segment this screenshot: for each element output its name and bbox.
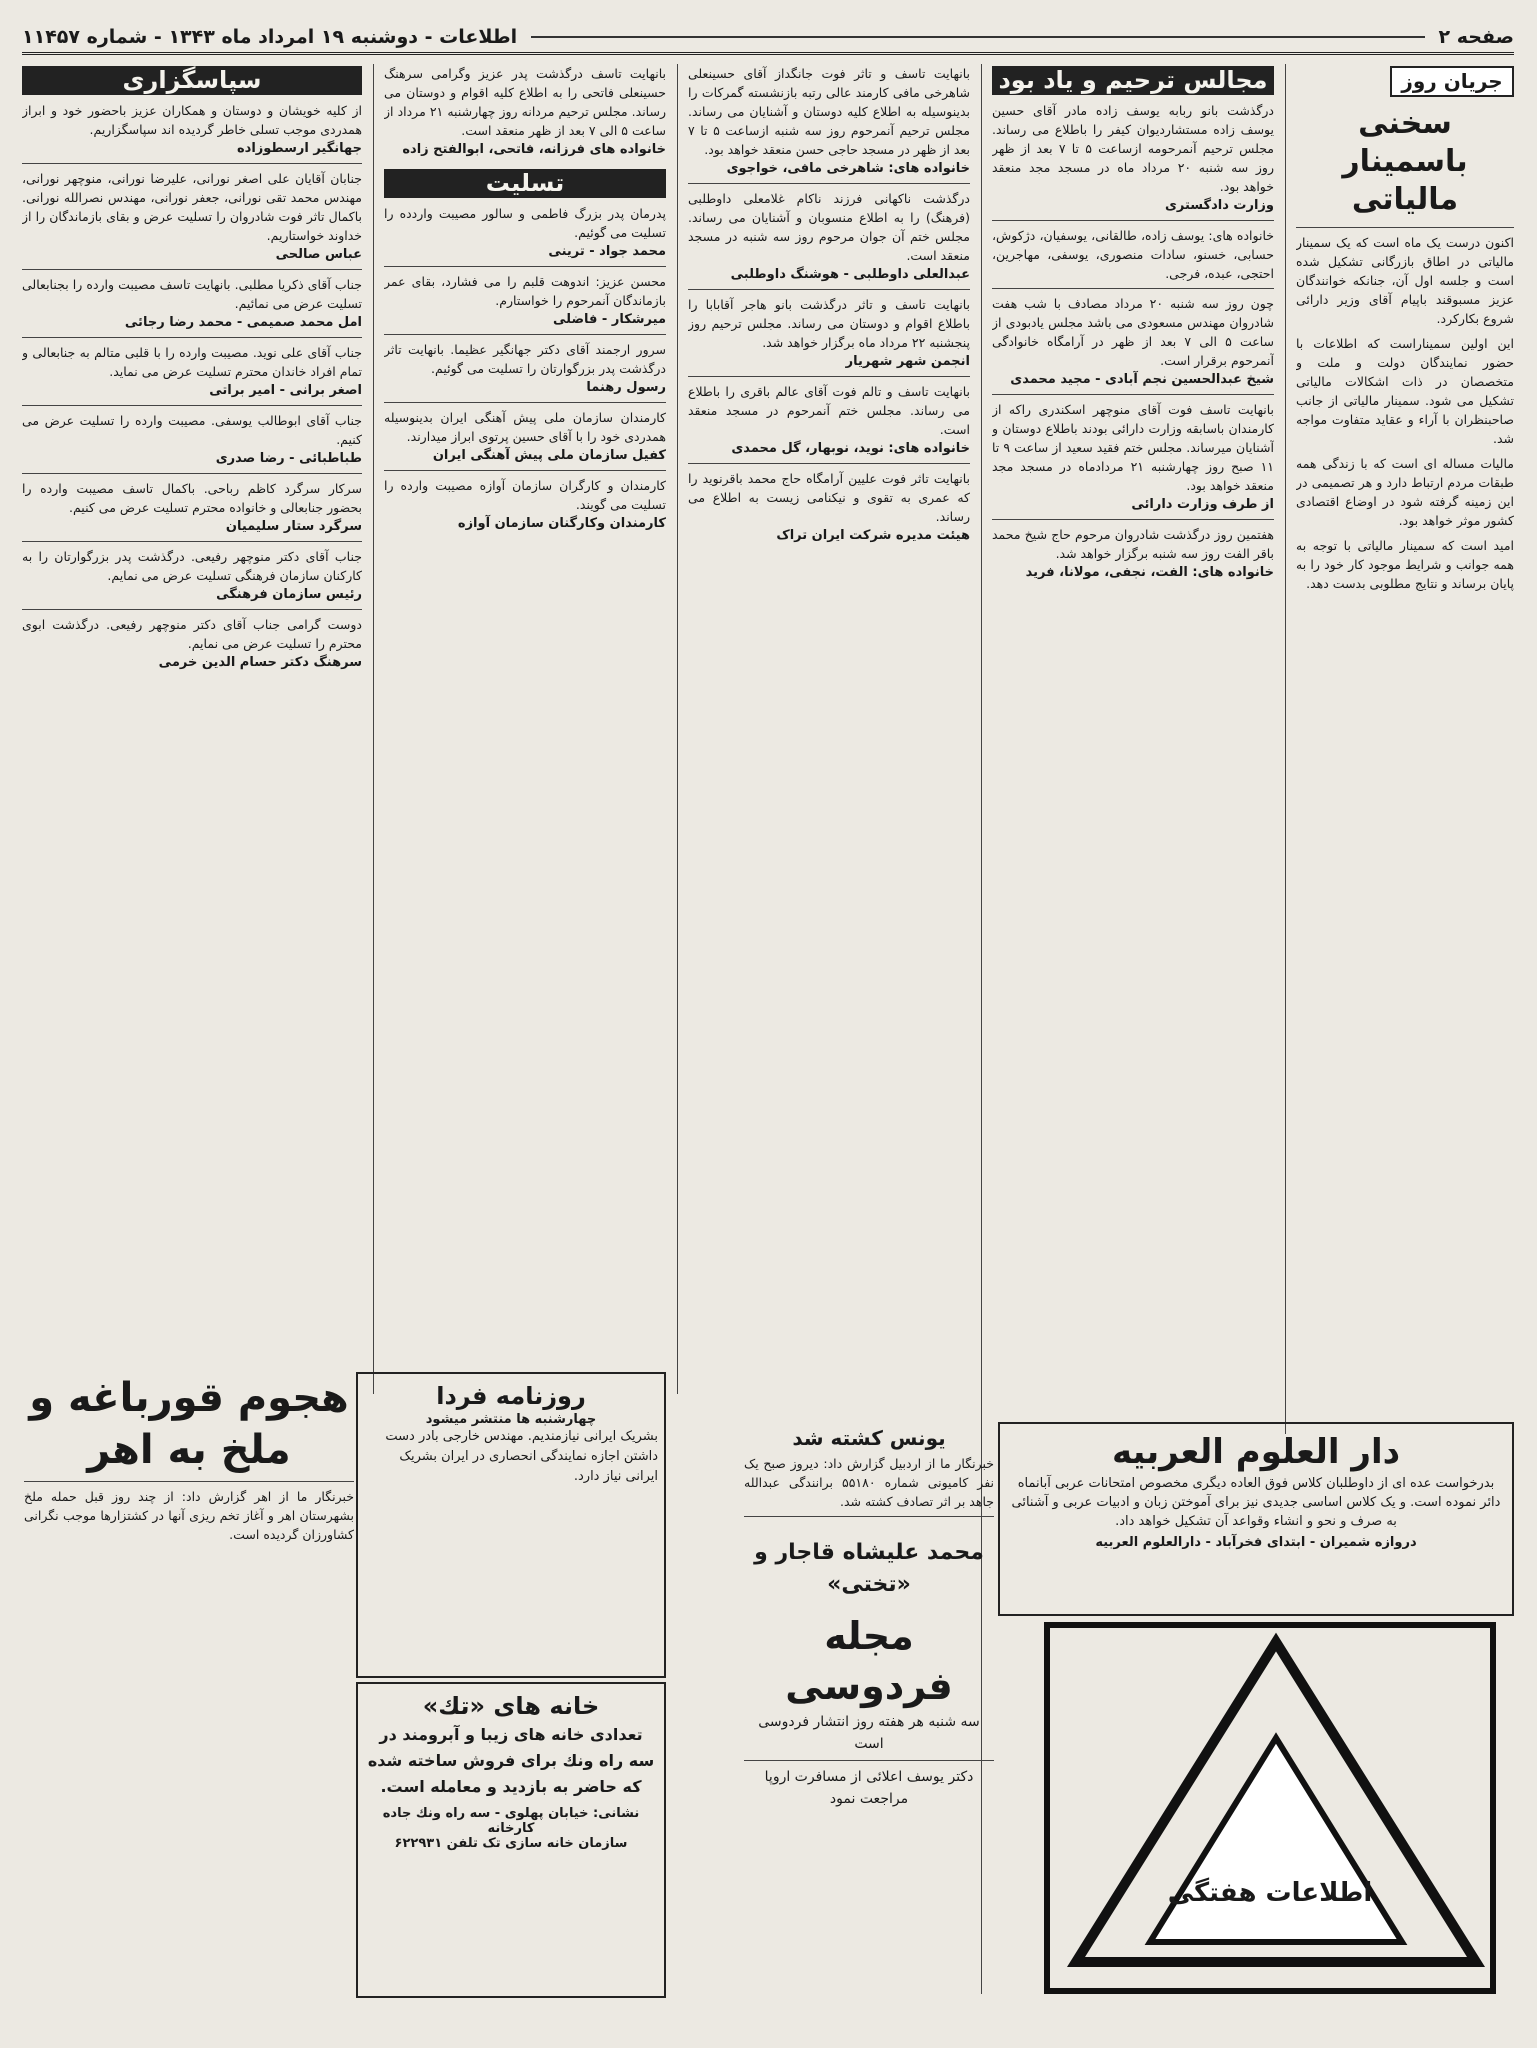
doctor-notice: دکتر یوسف اعلائی از مسافرت اروپا مراجعت نمود [764,1769,974,1807]
notice [22,169,362,264]
notice [22,275,362,332]
notice-signature: وزارت دادگستری [1165,198,1274,213]
farda-text: بشریک ایرانی نیازمندیم. مهندس خارجی بادر دست داشتن اجازه نمایندگی انحصاری در ایران بشریک ایرانی نیاز دارد. [385,1429,658,1484]
farda-title: روزنامه فردا [436,1382,586,1410]
tak-address: نشانی: خیابان پهلوی - سه راه ونك جاده کارخانه [382,1806,640,1836]
notice [22,343,362,400]
notice [992,294,1274,389]
notice-text: بانهایت تاسف و تاثر درگذشت بانو هاجر آقابابا را باطلاع اقوام و دوستان می رساند. مجلس ترحیم روز پنجشنبه ۲۲ مرداد ماه برگزار خواهد شد. [688,297,970,350]
notice-text: کارمندان و کارگران سازمان آوازه مصیبت وارده را تسلیت می گویند. [384,478,666,512]
divider [688,183,970,184]
divider [744,1516,994,1517]
divider [1296,227,1514,228]
notice-text: خانواده های: یوسف زاده، طالقانی، یوسفیان، دژکوش، حسابی، خسنو، سادات منصوری، یوسفی، مهاجرین، احتجی، عبده، فرجی. [992,228,1274,281]
notice [22,411,362,468]
notice-signature: کارمندان وکارگنان سازمان آوازه [457,516,666,531]
notice-text: بانهایت تاثر فوت علیین آرامگاه حاج محمد باقرنوید را که عمری به تقوی و نیکنامی زیست به اطلاع می رساند. [688,471,970,524]
ad-arabic-school [998,1422,1514,1616]
divider [22,609,362,610]
ad-farda-newspaper [356,1372,666,1678]
notice-text: دوست گرامی جناب آقای دکتر منوچهر رفیعی. درگذشت ابوی محترم را تسلیت عرض می نمایم. [22,617,362,651]
notice [22,615,362,672]
divider [22,473,362,474]
notice-text: جنابان آقایان علی اصغر نورانی، علیرضا نورانی، منوچهر نورانی، مهندس محمد تقی نورانی، جعفر نورانی، مهندس نصرالله نورانی. باکمال تاثر فوت شادروان را تسلیت عرض و بقای بازماندگان را از خداوند خواستاریم. [22,171,362,243]
divider [384,470,666,471]
notice-signature: از طرف وزارت دارائی [1131,497,1274,512]
column-rule [373,64,374,1394]
majale-text: سه شنبه هر هفته روز انتشار فردوسی است [758,1714,980,1752]
notice-text: از کلیه خویشان و دوستان و همکاران عزیز باحضور خود و ابراز همدردی موجب تسلی خاطر گردیده اند سپاسگزاریم. [22,103,362,137]
notice-signature: اصغر برانی - امیر براتی [209,383,362,398]
notice [384,272,666,329]
notice-text: سرور ارجمند آقای دکتر جهانگیر عظیما. بانهایت تاثر درگذشت پدر بزرگوارتان را تسلیت می گوئیم. [384,342,666,376]
page-header [22,22,1514,55]
notice-text: سرکار سرگرد کاظم رباحی. باکمال تاسف مصیبت وارده را بحضور جنابعالی و خانواده محترم تسلیت عرض می کنیم. [22,481,362,515]
notice-text: کارمندان سازمان ملی پیش آهنگی ایران بدینوسیله همدردی خود را با آقای حسین پرتوی ابراز میدارند. [384,410,666,444]
divider [384,334,666,335]
notice-text: جناب آقای ابوطالب یوسفی. مصیبت وارده را تسلیت عرض می کنیم. [22,413,362,447]
notice [992,226,1274,283]
editorial-title: سخنی باسمینار مالیاتی [1342,106,1468,217]
notice-text: بانهایت تاسف و تالم فوت آقای عالم باقری را باطلاع می رساند. مجلس ختم آنمرحوم در مسجد منعقد است. [688,384,970,437]
notice [384,340,666,397]
notice-signature: عبدالعلی داوطلبی - هوشنگ داوطلبی [730,267,970,282]
header-rule [531,36,1424,38]
divider [22,405,362,406]
section-label-sepas: سپاسگزاری [22,66,362,95]
notice-signature: کفیل سازمان ملی پیش آهنگی ایران [432,448,666,463]
section-label-majalis: مجالس ترحیم و یاد بود [992,66,1274,95]
notice [992,101,1274,215]
column-memorials [992,64,1274,1394]
notice [992,400,1274,514]
masthead-line: اطلاعات - دوشنبه ۱۹ امرداد ماه ۱۳۴۳ - شماره ۱۱۴۵۷ [22,26,518,48]
majale-title: مجله فردوسی [785,1614,953,1708]
notice-text: درگذشت ناکهانی فرزند ناکام غلامعلی داوطلبی (فرهنگ) را به اطلاع منسوبان و آشنایان می رساند. مجلس ختم آن جوان مرحوم روز سه شنبه در مسجد منعقد است. [688,191,970,263]
notice-signature: طباطبائی - رضا صدری [215,451,362,466]
tak-phone: سازمان خانه سازی تک تلفن ۶۲۲۹۳۱ [394,1836,628,1851]
ad-arabic-address: دروازه شمیران - ابتدای فخرآباد - دارالعلوم العربیه [1095,1535,1417,1550]
notice-signature: میرشکار - فاضلی [552,312,666,327]
divider [688,376,970,377]
attack-title: هجوم قورباغه و ملخ به اهر [29,1375,349,1473]
notice-signature: شیخ عبدالحسین نجم آبادی - مجید محمدی [1010,372,1274,387]
notice-text: جناب آقای علی نوید. مصیبت وارده را با قلبی متالم به جنابعالی و تمام افراد خاندان محترم تسلیت عرض می نماید. [22,345,362,379]
column-yunes-ferdowsi [744,1422,994,1982]
ad-arabic-title: دار العلوم العربیه [1111,1432,1401,1472]
divider [22,163,362,164]
notice [688,469,970,545]
divider [384,266,666,267]
editorial-paragraph: امید است که سمینار مالیاتی با توجه به همه جوانب و شرایط موجود کار خود را به پایان برساند و نتایج مطلوبی بدست دهد. [1296,538,1514,591]
yunes-title: یونس کشته شد [792,1426,946,1450]
farda-subtitle: چهارشنبه ها منتشر میشود [425,1412,597,1427]
divider [992,220,1274,221]
notice-text: بانهایت تاسف درگذشت پدر عزیز وگرامی سرهنگ حسینعلی فاتحی را به اطلاع کلیه اقوام و دوستان می رساند. مجلس ترحیم مردانه روز چهارشنبه ۲۱ مرداد از ساعت ۵ الی ۷ بعد از ظهر منعقد است. [384,66,666,138]
editorial-paragraph: این اولین سمیناراست که اطلاعات با حضور نمایندگان دولت و ملت و متخصصان در ذات اشکالات مالیاتی تشکیل می شود. سمینار مالیاتی از جانب صاحبنظران با آراء و عقاید متفاوت مواجه شد. [1296,336,1514,446]
notice-text: محسن عزیز: اندوهت قلبم را می فشارد، بقای عمر بازماندگان آنمرحوم را خواستارم. [384,274,666,308]
notice-signature: هیئت مدیره شرکت ایران تراک [776,528,970,543]
ad-tak-houses [356,1682,666,1998]
notice-signature: سرهنگ دکتر حسام الدین خرمی [158,655,362,670]
notice-text: بانهایت تاسف فوت آقای منوچهر اسکندری راکه از کارمندان باسابقه وزارت دارائی بودند باطلاع دوستان و آشنایان میرساند. مجلس ختم فقید سعید از ساعت ۹ تا ۱۱ صبح روز چهارشنبه ۲۱ مردادماه در مسجد مجد منعقد خواهد بود. [992,402,1274,493]
notice-signature: رسول رهنما [586,380,666,395]
notice-signature: رئیس سازمان فرهنگی [216,587,362,602]
notice-signature: انجمن شهر شهریار [845,354,970,369]
logo-label: اطلاعات هفتگی [1167,1878,1373,1908]
newspaper-page [22,22,1514,2026]
divider [22,337,362,338]
divider [992,394,1274,395]
notice [384,64,666,159]
notice-signature: امل محمد صمیمی - محمد رضا رجائی [124,315,362,330]
notice [384,476,666,533]
kashti-title: محمد علیشاه قاجار و «تختی» [754,1540,984,1597]
notice-signature: خانواده های: نوید، نوبهار، گل محمدی [731,441,970,456]
notice [688,64,970,178]
notice-text: جناب آقای دکتر منوچهر رفیعی. درگذشت پدر بزرگوارتان را به کارکنان سازمان فرهنگی تسلیت عرض می نمایم. [22,549,362,583]
divider [24,1481,354,1482]
notice [384,408,666,465]
page-number: صفحه ۲ [1438,26,1514,48]
ettelaat-weekly-logo [1044,1622,1496,1994]
column-condolences [384,64,666,1394]
section-label-jarian: جریان روز [1390,66,1514,97]
divider [688,289,970,290]
section-label-taslit: تسلیت [384,169,666,198]
column-rule [677,64,678,1394]
divider [22,269,362,270]
editorial-paragraph: اکنون درست یک ماه است که یک سمینار مالیاتی در اطاق بازرگانی تشکیل شده است و جلسه اول آن، جنانکه خوانندگان عزیز مسبوقند باپیام آقای وزیر دارائی شروع بکارکرد. [1296,235,1514,326]
notice-text: درگذشت بانو ربابه یوسف زاده مادر آقای حسین یوسف زاده مستشاردیوان کیفر را باطلاع می رساند. مجلس ترحیم آنمرحومه ازساعت ۵ تا ۷ بعد از ظهر روز سه شنبه ۲۰ مرداد ماه در مسجد مجد منعقد خواهد بود. [992,103,1274,194]
notice-signature: خانواده های فرزانه، فاتحی، ابوالفتح زاده [402,142,666,157]
notice [384,204,666,261]
notice-text: جناب آقای ذکریا مطلبی. بانهایت تاسف مصیبت وارده را بجنابعالی تسلیت عرض می نمائیم. [22,277,362,311]
yunes-text: خبرنگار ما از اردبیل گزارش داد: دیروز صبح یک نفر کامیونی شماره ۵۵۱۸۰ برانندگی عبدالله جاهد بر اثر تصادف کشته شد. [744,1456,994,1509]
column-thanks [22,64,362,1394]
notice [688,382,970,458]
notice-signature: سرگرد ستار سلیمیان [225,519,362,534]
notice-signature: عباس صالحی [275,247,362,262]
divider [744,1760,994,1761]
tak-text: تعدادی خانه های زیبا و آبرومند در سه راه ونك برای فروش ساخته شده که حاضر به بازدید و معامله است. [367,1725,655,1796]
notice-signature: خانواده های: شاهرخی مافی، خواجوی [726,161,970,176]
notice-text: بانهایت تاسف و تاثر فوت جانگداز آقای حسینعلی شاهرخی مافی کارمند عالی رتبه بازنشسته گمرکات را بدینوسیله به اطلاع کلیه دوستان و آشنایان می رساند. مجلس ترحیم آنمرحوم روز سه شنبه ازساعت ۵ تا ۷ بعد از ظهر در مسجد حاجی حسن منعقد خواهد بود. [688,66,970,157]
logo-graphic [1062,1628,1490,1976]
divider [992,288,1274,289]
notice [22,547,362,604]
editorial-paragraph: مالیات مساله ای است که با زندگی همه طبقات مردم ارتباط دارد و هر تصمیمی در این زمینه گرفته شود در اوضاع اقتصادی کشور موثر خواهد بود. [1296,456,1514,528]
divider [688,463,970,464]
editorial-body [1296,233,1514,593]
column-editorial [1296,64,1514,1434]
notice [22,101,362,158]
notice [992,525,1274,582]
notice [688,189,970,284]
notice [22,479,362,536]
attack-text: خبرنگار ما از اهر گزارش داد: از چند روز قبل حمله ملخ بشهرستان اهر و آغاز تخم ریزی آنها در کشتزارها موجب نگرانی کشاورزان گردیده است. [24,1489,354,1542]
divider [992,519,1274,520]
divider [22,541,362,542]
notice-signature: جهانگیر ارسطوزاده [236,141,362,156]
column-rule [1285,64,1286,1434]
notice [688,295,970,371]
tak-title: خانه های «تك» [422,1692,600,1720]
notice-text: پدرمان پدر بزرگ فاطمی و سالور مصیبت واردده را تسلیت می گوئیم. [384,206,666,240]
notice-text: هفتمین روز درگذشت شادروان مرحوم حاج شیخ محمد باقر الفت روز سه شنبه برگزار خواهد شد. [992,527,1274,561]
notice-signature: خانواده های: الفت، نجفی، مولانا، فرید [1025,565,1274,580]
column-attack-story [24,1372,354,1982]
notice-text: چون روز سه شنبه ۲۰ مرداد مصادف با شب هفت شادروان مهندس مسعودی می باشد مجلس یادبودی از ساعت ۵ الی ۷ بعد از ظهر در آرامگاه خانوادگی آنمرحوم برقرار است. [992,296,1274,368]
ad-arabic-text: بدرخواست عده ای از داوطلبان کلاس فوق العاده دیگری مخصوص امتحانات عربی آبانماه دائر نموده است. و یک کلاس اساسی جدیدی نیز برای آموختن زبان و ادبیات عربی و آشنائی به صرف و نحو و انشاء وقواعد آن تشکیل خواهد داد. [1011,1476,1501,1529]
notice-signature: محمد جواد - ترینی [548,244,666,259]
divider [384,402,666,403]
